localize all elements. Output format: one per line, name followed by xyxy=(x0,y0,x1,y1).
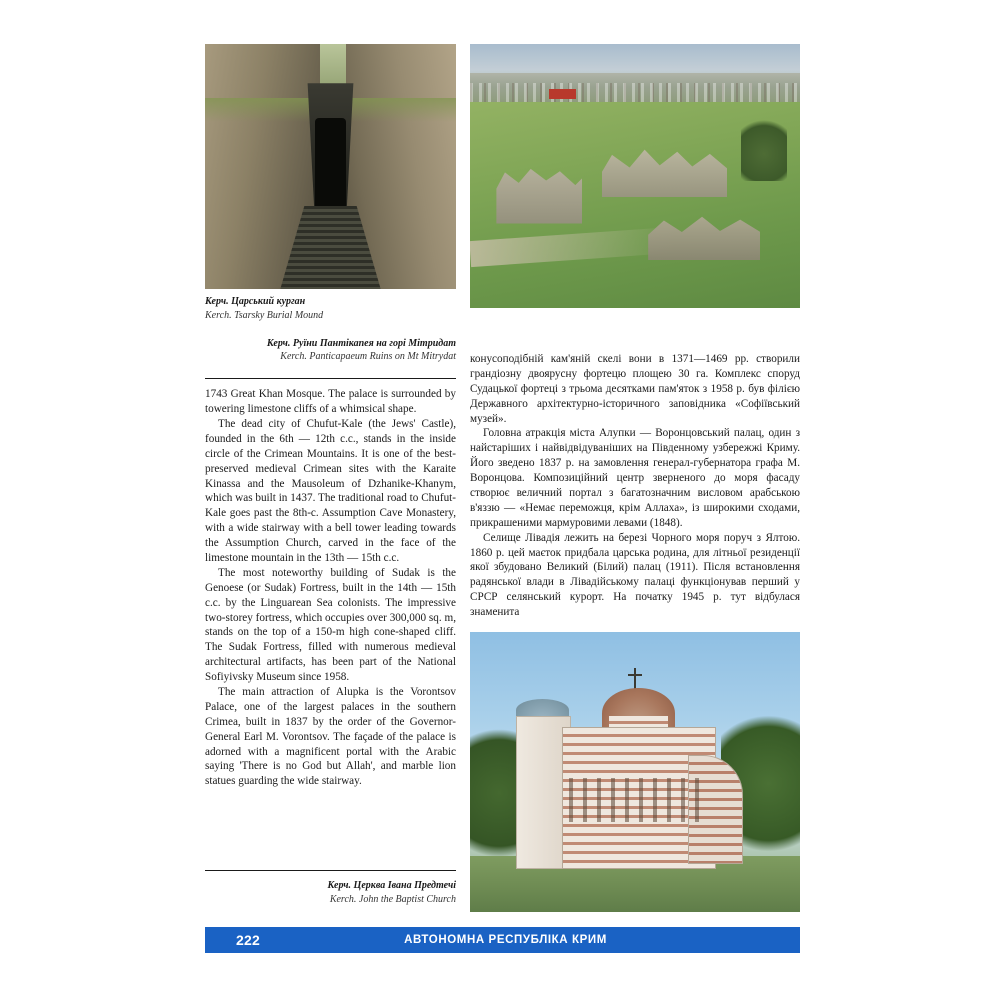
paragraph: конусоподібній кам'яній скелі вони в 1371—1469 рр. створили грандіозну двоярусну фортецю площею 30 га. Комплекс споруд Судацької фортеці з трьома десятками пам'яток з 1958 р. був філією Державного архітектурно-історичного заповідника «Софіївський музей». xyxy=(470,353,800,425)
paragraph: Головна атракція міста Алупки — Воронцовський палац, один з найстаріших і найвідвідуваніших на Південному узбережжі Криму. Його зведено 1837 р. на замовлення генерал-губернатора графа М. Воронцова. Композиційний центр зверненого до моря фасаду створює величний портал з багатозначним висловом арабською в'яззю — «Немає переможця, крім Аллаха», із широкими сходами, прикрашеними мармуровими левами (1848). xyxy=(470,427,800,529)
footer-section-title: АВТОНОМНА РЕСПУБЛІКА КРИМ xyxy=(404,934,607,946)
caption-ua: Керч. Руїни Пантікапея на горі Мітридат xyxy=(266,337,456,349)
left-column-footer-caption xyxy=(205,870,456,907)
left-body-text xyxy=(205,387,456,789)
page-footer-bar xyxy=(205,927,800,953)
paragraph: 1743 Great Khan Mosque. The palace is surrounded by towering limestone cliffs of a whimsical shape. xyxy=(205,388,456,416)
paragraph: The most noteworthy building of Sudak is the Genoese (or Sudak) Fortress, built in the 14th — 15th c.c. by the Linguarean Sea colonists. The impressive two-storey fortress, which occupies over 300,000 sq. m, stands on the top of a 150-m high cone-shaped cliff. The Sudak Fortress, filled with numerous medieval architectural artifacts, has been part of the National Sofiyivsky Museum since 1958. xyxy=(205,566,456,684)
photo-ancient-tunnel xyxy=(205,44,456,289)
left-column xyxy=(205,44,456,905)
caption-ua: Керч. Царський курган xyxy=(205,296,306,307)
caption-divider xyxy=(205,870,456,871)
caption-en: Kerch. Tsarsky Burial Mound xyxy=(205,309,324,321)
caption-ua: Керч. Церква Івана Предтечі xyxy=(327,880,456,891)
figure-caption-panticapaeum xyxy=(205,337,456,365)
right-column xyxy=(470,44,800,912)
paragraph: Селище Лівадія лежить на березі Чорного моря поруч з Ялтою. 1860 р. цей маєток придбала царська родина, для літньої резиденції якої збудовано Великий (Білий) палац (1911). Після встановлення радянської влади в Лівадійському палаці функціонував перший у СРСР селянський курорт. На початку 1945 р. тут відбулася знаменита xyxy=(470,531,800,619)
caption-en: Kerch. John the Baptist Church xyxy=(329,893,456,905)
photo-byzantine-church xyxy=(470,632,800,912)
page-number: 222 xyxy=(236,932,260,948)
photo-hillside-ruins xyxy=(470,44,800,308)
figure-caption-kurhan xyxy=(205,295,456,323)
column-divider xyxy=(205,378,456,379)
caption-en: Kerch. Panticapaeum Ruins on Mt Mitrydat xyxy=(280,351,456,363)
right-body-text xyxy=(470,352,800,620)
paragraph: The main attraction of Alupka is the Vorontsov Palace, one of the largest palaces in the southern Crimea, built in 1837 by the order of the Governor-General Earl M. Vorontsov. The façade of the palace is adorned with a magnificent portal with the Arabic saying 'There is no God but Allah', and marble lion statues guarding the wide stairway. xyxy=(205,686,456,788)
paragraph: The dead city of Chufut-Kale (the Jews' Castle), founded in the 6th — 12th c.c., stands in the inside circle of the Crimean Mountains. It is one of the best-preserved medieval Crimean sites with the Karaite Kinassa and the Mausoleum of Dzhanike-Khanym, which was built in 1437. The traditional road to Chufut-Kale goes past the 8th-c. Assumption Cave Monastery, with a wide stairway with a bell tower leading towards the Assumption Church, carved in the face of the limestone mountain in the 13th — 15th c.c. xyxy=(205,417,456,564)
